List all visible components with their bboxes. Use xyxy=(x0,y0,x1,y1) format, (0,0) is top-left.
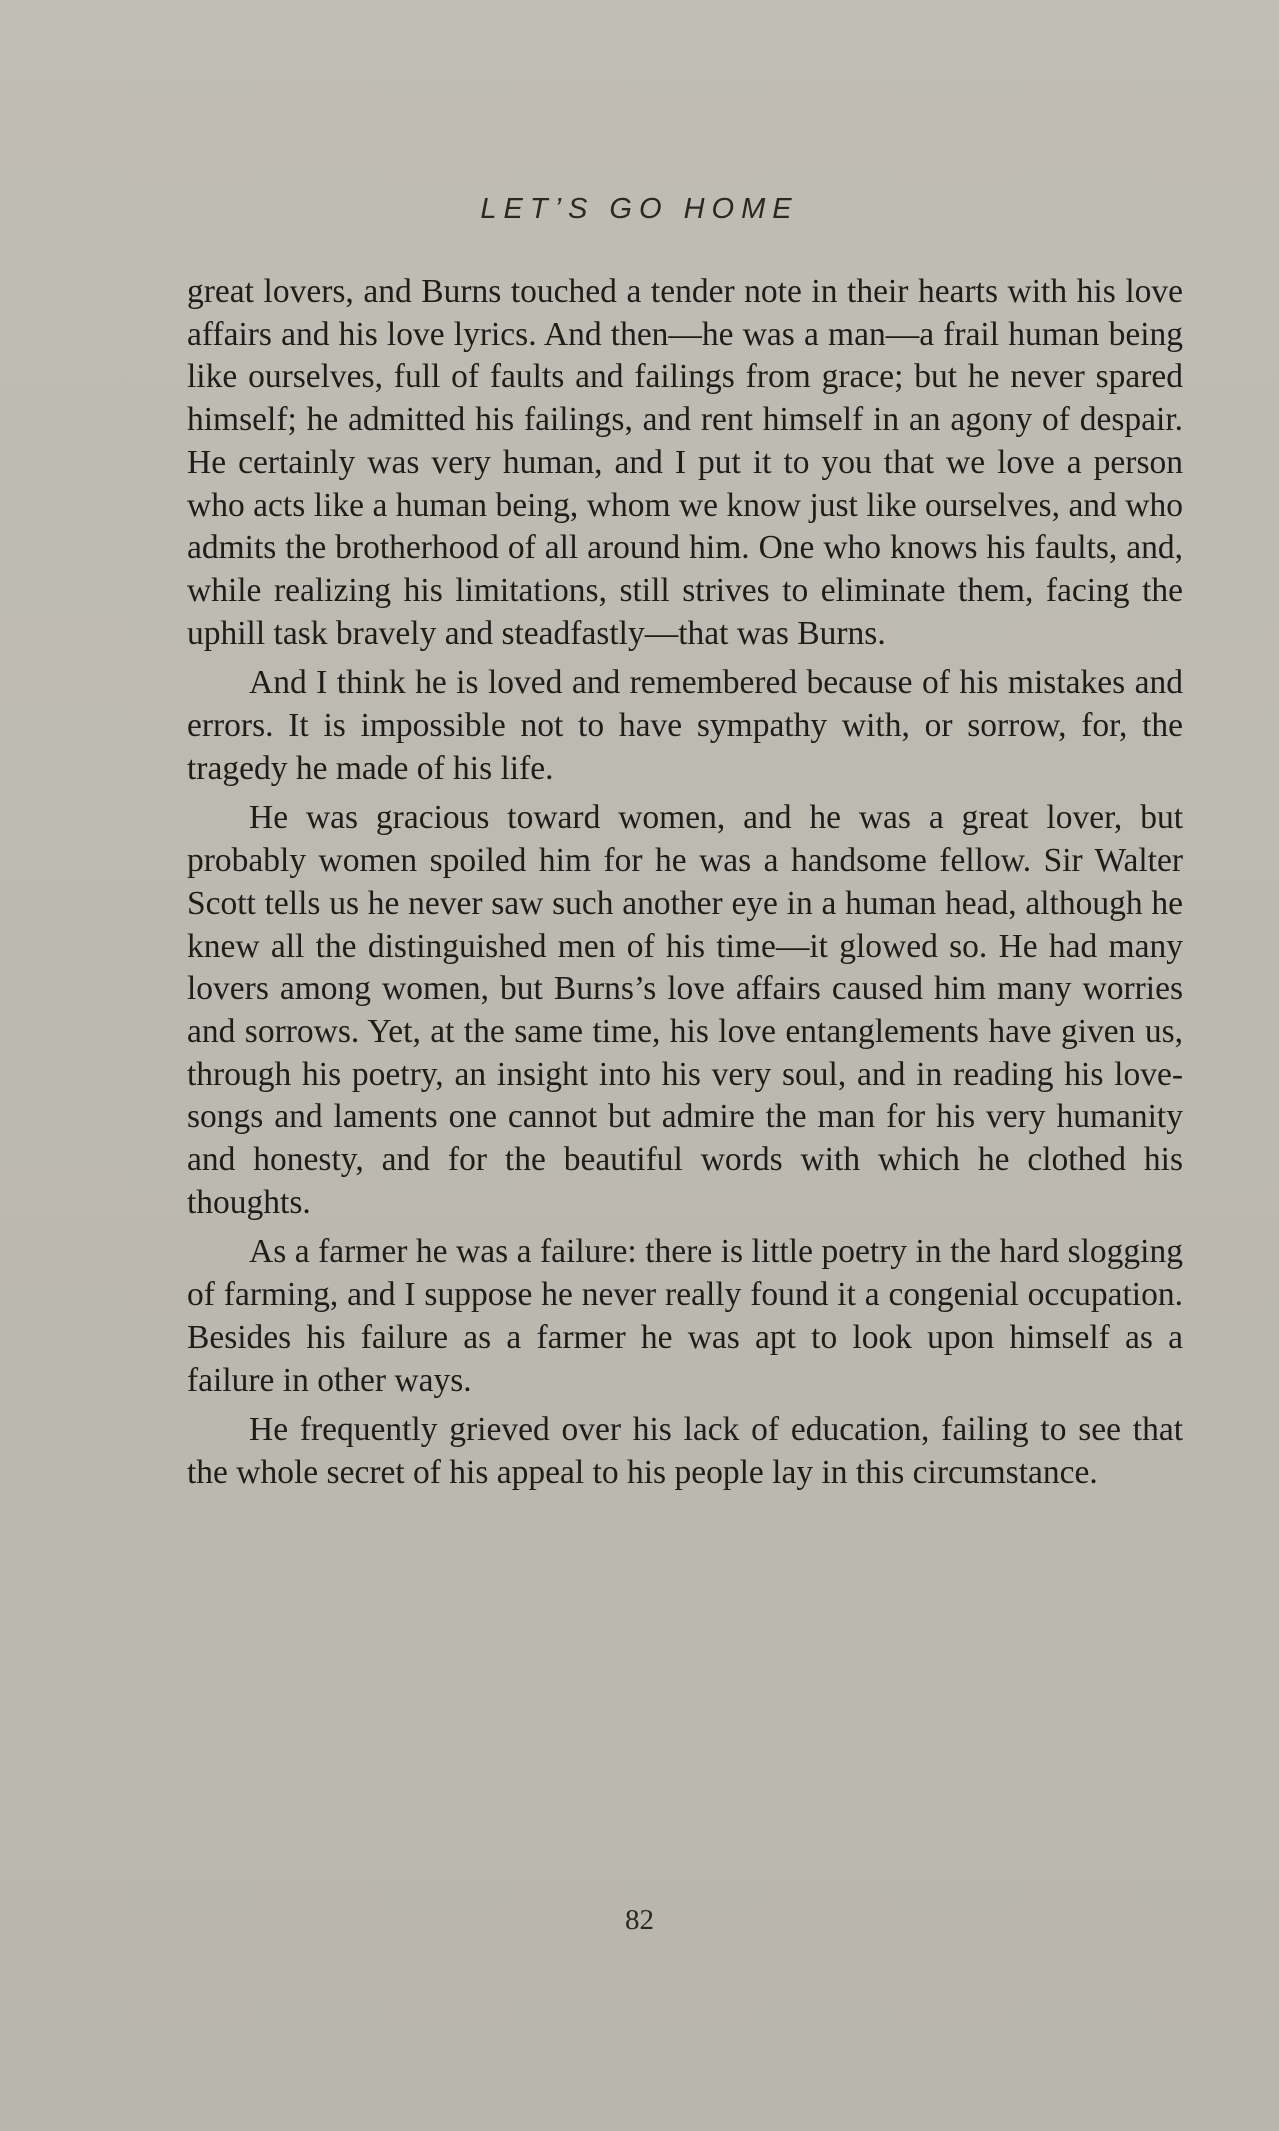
paragraph: great lovers, and Burns touched a tender note in their hearts with his love affairs and his love lyrics. And then—he was a man—a frail human being like ourselves, full of faults and failings from grace; but he never spared himself; he admitted his failings, and rent himself in an agony of despair. He certainly was very human, and I put it to you that we love a person who acts like a human being, whom we know just like ourselves, and who admits the brotherhood of all around him. One who knows his faults, and, while realizing his limitations, still strives to eliminate them, facing the uphill task bravely and steadfastly—that was Burns. xyxy=(187,273,1183,652)
paragraph: He frequently grieved over his lack of education, failing to see that the whole secret of his appeal to his people lay in this circumstance. xyxy=(187,1411,1183,1491)
running-head: LET’S GO HOME xyxy=(480,193,799,225)
paragraph: As a farmer he was a failure: there is little poetry in the hard slogging of farming, and I suppose he never really found it a congenial occupation. Besides his failure as a farmer he was apt to look upon himself as a failure in other ways. xyxy=(187,1233,1183,1399)
paragraph: He was gracious toward women, and he was a great lover, but probably women spoiled him for he was a handsome fellow. Sir Walter Scott tells us he never saw such another eye in a human head, although he knew all the distinguished men of his time—it glowed so. He had many lovers among women, but Burns’s love affairs caused him many worries and sorrows. Yet, at the same time, his love entanglements have given us, through his poetry, an insight into his very soul, and in reading his love-songs and laments one cannot but admire the man for his very humanity and honesty, and for the beautiful words with which he clothed his thoughts. xyxy=(187,799,1183,1221)
body-text xyxy=(187,271,1183,1502)
paragraph: And I think he is loved and remembered because of his mistakes and errors. It is impossible not to have sympathy with, or sorrow, for, the tragedy he made of his life. xyxy=(187,664,1183,787)
page-number: 82 xyxy=(625,1904,654,1936)
